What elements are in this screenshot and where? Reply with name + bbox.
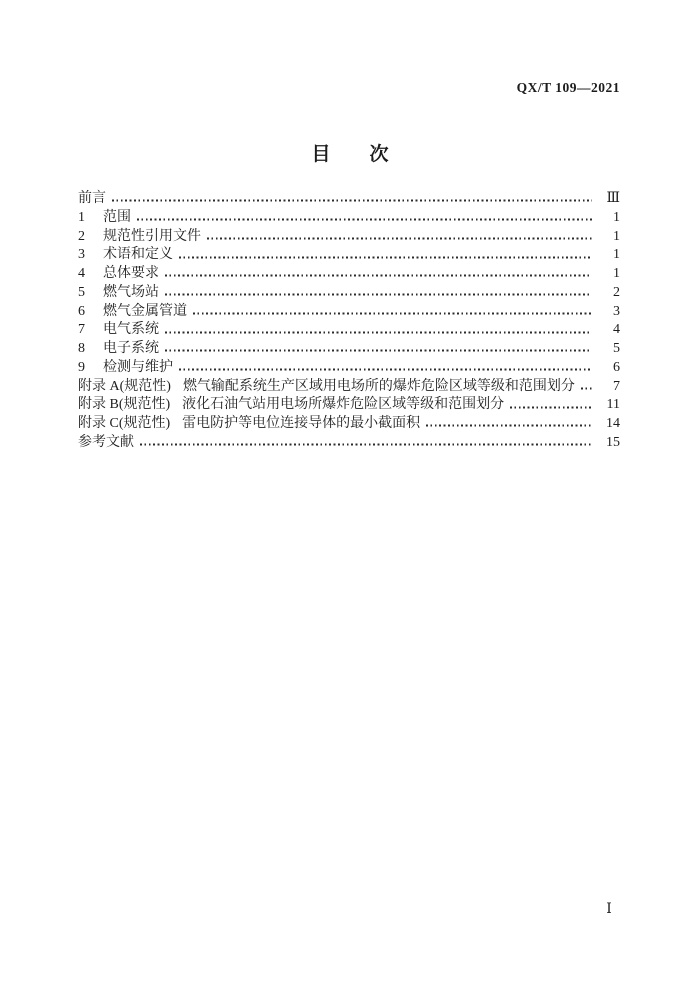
toc-entry-number: 8 (78, 341, 85, 356)
dot-leader (193, 312, 592, 314)
dot-leader (426, 425, 592, 427)
dot-leader (165, 331, 592, 333)
toc-entry-title: 电气系统 (103, 322, 159, 338)
toc-entry-label: 附录 A(规范性) (78, 378, 171, 394)
toc-row (78, 434, 620, 453)
toc-row (78, 415, 620, 434)
toc-entry-title: 燃气金属管道 (103, 303, 187, 319)
toc-entry-title: 燃气输配系统生产区域用电场所的爆炸危险区域等级和范围划分 (182, 378, 575, 394)
toc-entry-page: 3 (613, 303, 620, 319)
toc-entry-number: 7 (78, 322, 85, 338)
dot-leader (112, 200, 592, 202)
toc-entry-title: 电子系统 (103, 341, 159, 356)
toc-entry-page: 11 (606, 397, 620, 413)
dot-leader (165, 350, 592, 352)
toc-row (78, 359, 620, 378)
toc-row (78, 246, 620, 265)
toc-entry-page: 5 (613, 341, 620, 356)
toc-entry-number: 4 (78, 266, 85, 281)
toc-entry-label: 参考文献 (78, 434, 134, 450)
toc-row (78, 340, 620, 359)
toc-row (78, 209, 620, 228)
dot-leader (140, 444, 592, 446)
dot-leader (179, 369, 592, 371)
toc-entry-page: 1 (613, 209, 620, 225)
dot-leader (165, 275, 592, 277)
toc-entry-title: 液化石油气站用电场所爆炸危险区域等级和范围划分 (182, 397, 505, 413)
toc-entry-page: 7 (613, 378, 620, 394)
dot-leader (179, 256, 592, 258)
toc-entry-title: 雷电防护等电位连接导体的最小截面积 (182, 416, 421, 431)
toc-entry-title: 检测与维护 (103, 359, 173, 375)
toc-entry-title: 燃气场站 (103, 284, 159, 300)
toc-row (78, 378, 620, 397)
toc-entry-page: 15 (606, 434, 620, 450)
toc-row (78, 190, 620, 209)
toc-entry-number: 2 (78, 228, 85, 244)
toc-entry-number: 9 (78, 359, 85, 375)
toc-entry-page: 14 (606, 416, 620, 431)
footer-page-number: Ⅰ (606, 902, 612, 917)
toc-entry-number: 5 (78, 284, 85, 300)
toc-entry-number: 1 (78, 209, 85, 225)
standard-code: QX/T 109—2021 (516, 80, 620, 95)
toc-entry-page: 6 (613, 359, 620, 375)
dot-leader (137, 219, 592, 221)
toc-entry-page: 1 (613, 266, 620, 281)
page-title: 目 次 (311, 144, 399, 165)
toc-list (78, 190, 620, 453)
toc-row (78, 265, 620, 284)
toc-entry-title: 范围 (103, 209, 131, 225)
dot-leader (165, 294, 592, 296)
toc-entry-title: 总体要求 (103, 266, 159, 281)
toc-entry-page: Ⅲ (606, 191, 620, 206)
toc-entry-page: 4 (613, 322, 620, 338)
dot-leader (510, 406, 592, 408)
toc-entry-title: 规范性引用文件 (103, 228, 201, 244)
toc-entry-page: 1 (613, 247, 620, 263)
toc-entry-title: 术语和定义 (103, 247, 173, 263)
toc-entry-number: 6 (78, 303, 85, 319)
dot-leader (581, 387, 592, 389)
toc-row (78, 321, 620, 340)
toc-entry-label: 前言 (78, 191, 106, 206)
toc-entry-number: 3 (78, 247, 85, 263)
toc-row (78, 396, 620, 415)
toc-entry-page: 2 (613, 284, 620, 300)
toc-row (78, 284, 620, 303)
dot-leader (207, 237, 592, 239)
toc-row (78, 303, 620, 322)
toc-entry-label: 附录 B(规范性) (78, 397, 171, 413)
toc-row (78, 228, 620, 247)
toc-entry-page: 1 (613, 228, 620, 244)
toc-entry-label: 附录 C(规范性) (78, 416, 171, 431)
